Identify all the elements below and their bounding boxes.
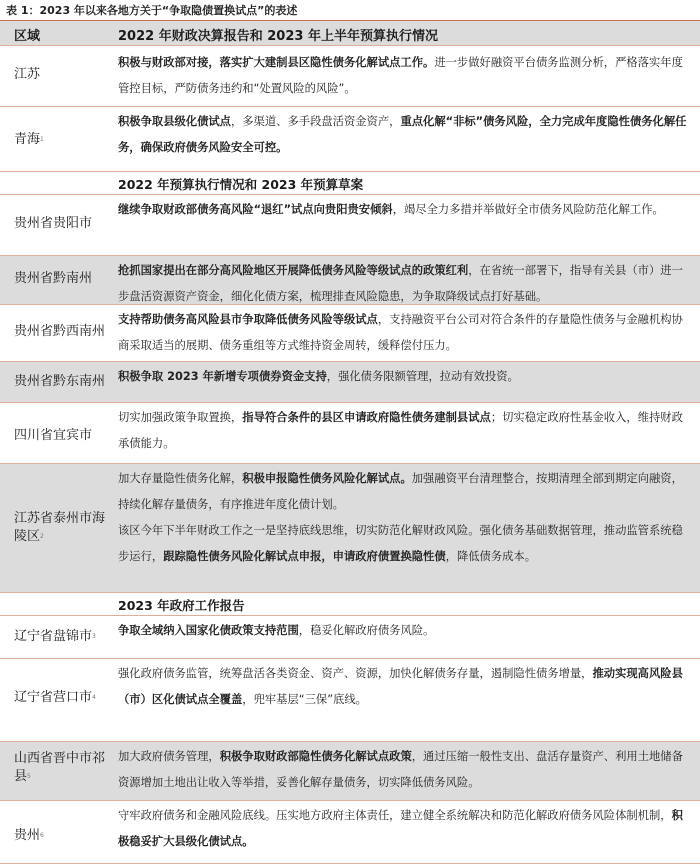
region-name: 四川省宜宾市 — [14, 428, 93, 443]
footnote-marker: 2 — [40, 533, 44, 540]
emphasis-text: 争取全域纳入国家化债政策支持范围 — [118, 624, 299, 637]
region-cell — [14, 323, 110, 341]
footnote-marker: 5 — [27, 773, 31, 780]
statement-paragraph — [118, 618, 688, 644]
region-name: 贵州省黔西南州 — [14, 324, 106, 339]
footnote-marker: 1 — [40, 136, 44, 143]
table-header — [0, 21, 700, 45]
footnote-marker: 6 — [40, 832, 44, 839]
body-text: 守牢政府债务和金融风险底线。压实地方政府主体责任，建立健全系统解决和防范化解政府债务风险体制机制， — [118, 809, 672, 822]
region-name: 江苏省泰州市海陵区 — [14, 511, 106, 544]
body-text: ；切实稳定政府性基金收入，维持财政承债能力。 — [118, 411, 683, 450]
statement-cell — [118, 258, 688, 310]
statement-cell — [118, 307, 688, 359]
body-text: ，强化债务限额管理，拉动有效投资。 — [326, 370, 519, 383]
table-row — [0, 659, 700, 741]
table-row — [0, 362, 700, 402]
emphasis-text: 积极稳妥扩大县级化债试点。 — [118, 809, 683, 848]
emphasis-text: 指导符合条件的县区申请政府隐性债务建制县试点 — [242, 411, 491, 424]
region-name: 辽宁省盘锦市 — [14, 629, 93, 644]
region-name: 贵州省黔东南州 — [14, 374, 106, 389]
emphasis-text: 积极申报隐性债务风险化解试点。 — [242, 472, 412, 485]
region-cell — [14, 131, 110, 149]
statement-cell — [118, 50, 688, 102]
region-cell — [14, 689, 110, 707]
body-text: ，降低债务成本。 — [445, 550, 537, 563]
section-header-row — [0, 172, 700, 194]
body-text: ，竭尽全力多措并举做好全市债务风险防范化解工作。 — [392, 203, 664, 216]
section-header-row — [0, 593, 700, 615]
table-row — [0, 256, 700, 304]
emphasis-text: 重点化解“非标”债务风险，全力完成年度隐性债务化解任务，确保政府债务风险安全可控。 — [118, 115, 687, 154]
statement-paragraph — [118, 803, 688, 855]
table-row — [0, 195, 700, 255]
statement-cell — [118, 197, 688, 223]
statement-paragraph — [118, 258, 688, 310]
emphasis-text: 继续争取财政部债务高风险“退红”试点向贵阳贵安倾斜 — [118, 203, 393, 216]
region-cell — [14, 270, 110, 288]
body-text: ，稳妥化解政府债务风险。 — [298, 624, 435, 637]
body-text: 该区今年下半年财政工作之一是坚持底线思维，切实防范化解财政风险。强化债务基础数据管理，推动监管系统稳步运行， — [118, 524, 683, 563]
header-region: 区域 — [14, 29, 41, 44]
statement-cell — [118, 364, 688, 390]
emphasis-text: 积极争取财政部隐性债务化解试点政策 — [219, 750, 412, 763]
region-name: 贵州 — [14, 828, 41, 843]
statement-cell — [118, 661, 688, 713]
statement-paragraph — [118, 661, 688, 713]
body-text: ，在省统一部署下，指导有关县（市）进一步盘活资源资产资金，细化化债方案，梳理排查风险隐患，为争取降级试点打好基础。 — [118, 264, 683, 303]
body-text: 加大政府债务管理， — [118, 750, 220, 763]
region-name: 贵州省黔南州 — [14, 271, 93, 286]
table-row — [0, 464, 700, 592]
statement-cell — [118, 405, 688, 457]
table-row — [0, 305, 700, 361]
emphasis-text: 跟踪隐性债务风险化解试点申报，申请政府债置换隐性债 — [163, 550, 446, 563]
table-row — [0, 403, 700, 463]
section-label: 2023 年政府工作报告 — [118, 598, 245, 613]
table-title: 表 1：2023 年以来各地方关于“争取隐债置换试点”的表述 — [6, 4, 298, 17]
statement-cell — [118, 803, 688, 855]
table-row — [0, 48, 700, 106]
emphasis-text: 积极争取 2023 年新增专项债券资金支持 — [118, 370, 327, 383]
body-text: ，通过压缩一般性支出、盘活存量资产、利用土地储备资源增加土地出让收入等举措，妥善化解存量债务，切实降低债务风险。 — [118, 750, 683, 789]
footnote-marker: 4 — [92, 694, 96, 701]
body-text: ，兜牢基层“三保”底线。 — [242, 693, 367, 706]
region-cell — [14, 750, 110, 786]
statement-paragraph — [118, 50, 688, 102]
statement-cell — [118, 744, 688, 796]
statement-paragraph — [118, 744, 688, 796]
region-name: 贵州省贵阳市 — [14, 216, 93, 231]
body-text: 加大存量隐性债务化解， — [118, 472, 243, 485]
region-cell — [14, 510, 110, 546]
region-name: 青海 — [14, 132, 41, 147]
region-cell — [14, 628, 110, 646]
region-name: 江苏 — [14, 67, 41, 82]
table-row — [0, 742, 700, 800]
footnote-marker: 3 — [92, 633, 96, 640]
body-text: 加强融资平台清理整合，按期清理全部到期定向融资，持续化解存量债务，有序推进年度化债计划。 — [118, 472, 683, 511]
region-cell — [14, 215, 110, 233]
statement-paragraph — [118, 109, 688, 161]
header-period: 2022 年财政决算报告和 2023 年上半年预算执行情况 — [118, 29, 438, 44]
region-cell — [14, 827, 110, 845]
table-row — [0, 616, 700, 658]
statement-paragraph — [118, 364, 688, 390]
row-divider — [0, 45, 700, 46]
region-cell — [14, 373, 110, 391]
emphasis-text: 推动实现高风险县（市）区化债试点全覆盖 — [118, 667, 683, 706]
region-cell — [14, 66, 110, 84]
statement-paragraph — [118, 405, 688, 457]
emphasis-text: 积极与财政部对接，落实扩大建制县区隐性债务化解试点工作。 — [118, 56, 435, 69]
table-row — [0, 801, 700, 863]
region-name: 辽宁省营口市 — [14, 690, 93, 705]
statement-paragraph — [118, 518, 688, 570]
statement-cell — [118, 466, 688, 570]
statement-paragraph — [118, 197, 688, 223]
emphasis-text: 抢抓国家提出在部分高风险地区开展降低债务风险等级试点的政策红利 — [118, 264, 469, 277]
body-text: 强化政府债务监管，统筹盘活各类资金、资产、资源，加快化解债务存量，遏制隐性债务增量， — [118, 667, 593, 680]
statement-cell — [118, 109, 688, 161]
statement-paragraph — [118, 307, 688, 359]
table-row — [0, 107, 700, 171]
body-text: 进一步做好融资平台债务监测分析，严格落实年度管控目标，严防债务违约和“处置风险的风险”。 — [118, 56, 683, 95]
statement-cell — [118, 618, 688, 644]
section-label: 2022 年预算执行情况和 2023 年预算草案 — [118, 177, 364, 192]
emphasis-text: 支持帮助债务高风险县市争取降低债务风险等级试点 — [118, 313, 378, 326]
body-text: ，多渠道、多手段盘活资金资产， — [230, 115, 401, 128]
body-text: 切实加强政策争取置换， — [118, 411, 243, 424]
region-name: 山西省晋中市祁县 — [14, 751, 106, 784]
statement-paragraph — [118, 466, 688, 518]
body-text: ，支持融资平台公司对符合条件的存量隐性债务与金融机构协商采取适当的展期、债务重组等方式维持资金周转，缓释偿付压力。 — [118, 313, 683, 352]
emphasis-text: 积极争取县级化债试点 — [118, 115, 231, 128]
region-cell — [14, 427, 110, 445]
